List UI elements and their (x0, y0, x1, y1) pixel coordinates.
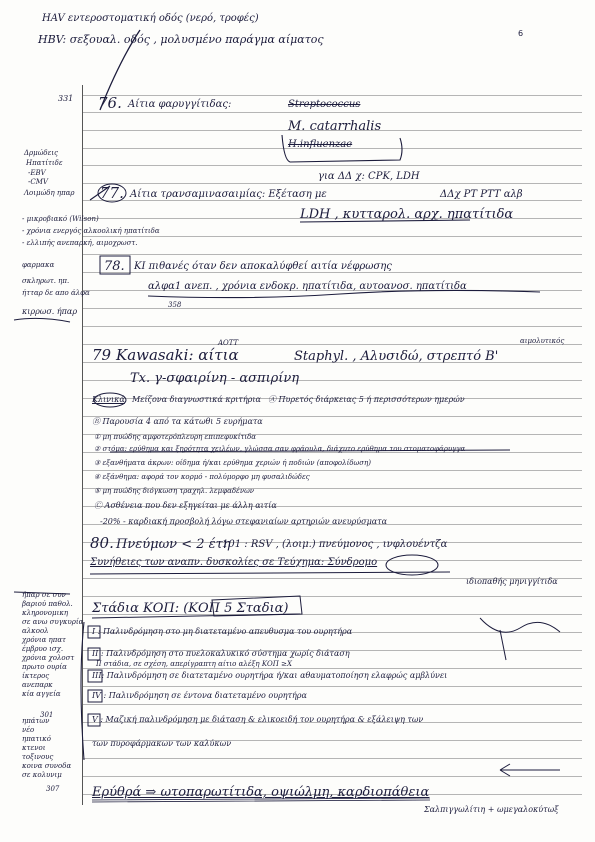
pen-circle (98, 184, 126, 202)
pen-stroke (14, 592, 70, 594)
section-80-number: 80. (90, 534, 114, 552)
section-79-criterion-a: Ⓐ Πυρετός διάρκειας 5 ή περισσότερων ημερών (268, 395, 465, 404)
margin-note: νέο (22, 726, 35, 734)
section-78-text: ΚΙ πιθανές όταν δεν αποκαλύφθεί αιτία νέφρωσης (134, 261, 392, 272)
margin-note: βαριού παθολ. (22, 600, 73, 608)
margin-note: ήπαρ σε συν (22, 591, 66, 599)
margin-note: έμβρυο ισχ. (22, 645, 64, 653)
section-79-sup: ΑΟΤΤ (218, 339, 239, 347)
stage-numeral-box (88, 626, 100, 638)
section-79-title: Kawasaki: αίτια (116, 346, 239, 364)
margin-note: κία αγγεία (22, 690, 61, 698)
margin-note: -EBV (28, 169, 46, 177)
section-79-tx: Tx. γ-σφαιρίνη - ασπιρίνη (130, 371, 300, 386)
margin-note: ήτταρ δε απο άλφα (22, 289, 90, 297)
section-79-sup-right: αιμολυτικός (520, 337, 565, 345)
stage-numeral-box (88, 714, 100, 726)
section-76-item: H.influenzae (288, 139, 353, 150)
pen-box (100, 256, 130, 274)
pen-brace (81, 622, 84, 760)
kidney-sketch (500, 630, 506, 660)
pen-underline (92, 614, 300, 618)
section-79-coronary: -20% - καρδιακή προσβολή λόγω στεφανιαίων αρτηριών ανευρύσματα (100, 517, 388, 526)
margin-number: 301 (40, 711, 54, 719)
stage-numeral-box (88, 690, 102, 702)
section-78-line2: αλφα1 ανεπ. , χρόνια ενδοκρ. ηπατίτιδα, αυτοανοσ. ηπατίτιδα (148, 281, 467, 292)
pen-strike (110, 450, 510, 452)
section-80-line3: ιδιοπαθής μηνιγγίτιδα (466, 577, 558, 586)
pen-box (282, 135, 402, 162)
section-77-extra: για ΔΔ χ: CPK, LDH (318, 171, 420, 182)
margin-note: -CMV (28, 178, 48, 186)
margin-note: χρόνια ηπατ (22, 636, 66, 644)
stage-item: ΙΙΙ: Παλινδρόμηση σε διατεταμένο ουρητήρα ή/και αθαυματοποίηση ελαφρώς αμβλύνει (92, 671, 448, 680)
section-77-title: Αίτια τρανσαμινασαιμίας: Εξέταση με (130, 189, 327, 200)
section-79-criterion-b: Ⓑ Παρουσία 4 από τα κάτωθι 5 ευρήματα (92, 417, 263, 426)
margin-note: ανεπαρκ (22, 681, 53, 689)
stages-title: Στάδια ΚΟΠ: (ΚΟΠ 5 Σταδια) (92, 601, 289, 616)
margin-note: σκληρωτ. ηπ. (22, 277, 70, 285)
margin-number: 331 (58, 94, 74, 103)
margin-note: κληρονομικη (22, 609, 69, 617)
margin-note: σε ανω συγκυρία (22, 618, 84, 626)
section-80-text: Πνεύμων < 2 έτη (116, 537, 231, 552)
section-76-number: 76. (98, 94, 122, 112)
section-79-subitem: ⑤ μη πυώδης διόγκωση τραχηλ. λεμφαδένων (94, 487, 255, 495)
stage-numeral-box (88, 670, 102, 682)
margin-note: - χρόνια ενεργός αλκοολική ηπατίτιδα (22, 227, 160, 235)
margin-note: Λοιμώδη ηπαρ (24, 189, 75, 197)
margin-note: κιρρωσ. ήπαρ (22, 307, 78, 316)
margin-note: κτενοι (22, 744, 46, 752)
kidney-sketch (480, 618, 560, 632)
margin-number: 307 (46, 785, 60, 793)
last-line-note: Σαλπιγγωλίτιη + ωμεγαλοκύτωξ (424, 805, 559, 814)
margin-note: σε κολυνιμ (22, 771, 62, 779)
pen-underline (92, 798, 430, 802)
stage-numeral-box (88, 648, 100, 660)
section-76-item: M. catarrhalis (288, 119, 382, 134)
margin-note: κοινα συνοδα (22, 762, 72, 770)
margin-note: ηπάτων (22, 717, 50, 725)
margin-note: Ηπατίτιδε (26, 159, 63, 167)
section-80-line2: Συνήθειες των αναπν. δυσκολίες σε Τεύχημα: Σύνδρομο (90, 557, 378, 568)
margin-note: - μικροβιακό (Wilson) (22, 215, 99, 223)
section-79-criteria-head: Κλινικά (92, 395, 125, 404)
pen-stroke (100, 30, 140, 110)
margin-note: Δρμώδεις (24, 149, 59, 157)
margin-note: ηπατικό (22, 735, 51, 743)
page-number: 6 (518, 29, 524, 38)
stage-item: ΙΙ : Παλινδρόμηση στο πυελοκαλυκικό σύστημα χωρίς διάταση (92, 649, 350, 658)
margin-note: φαρμακα (22, 261, 55, 269)
pen-underline (300, 220, 470, 222)
section-79-criteria: Μείζονα διαγνωστικά κριτήρια (132, 395, 261, 404)
arrow-icon (500, 764, 560, 776)
margin-note: χρόνια χολοστ (22, 654, 75, 662)
margin-note: τοξινους (22, 753, 54, 761)
stage-item: Ι : Παλινδρόμηση στο μη διατεταμένο απευθυσμα του ουρητήρα (92, 627, 353, 636)
pen-circle (94, 393, 126, 407)
section-79-line1: Staphyl. , Αλυσιδώ, στρεπτό Β' (294, 349, 499, 364)
hbv-note: HBV: σεξουαλ. οδός , μολυσμένο παράγμα αίματος (38, 33, 324, 46)
section-77-extra2: ΔΔχ PT PTT αλβ (440, 189, 523, 200)
margin-note: ίκτερος (22, 672, 50, 680)
pen-box (212, 596, 302, 616)
pen-underline (148, 290, 540, 297)
last-line-text: Ερύθρά ⇒ ωτοπαρωτίτιδα, οψιώλμη, καρδιοπάθεια (92, 785, 430, 800)
section-78-number: 78. (104, 259, 125, 274)
section-76-item: Streptococcus (288, 99, 361, 110)
margin-number: 358 (168, 301, 182, 309)
margin-note: - ελλιπής ανεπαρκή, αιμοχρωστ. (22, 239, 138, 247)
section-80-rest: 101 : RSV , (λοιμ.) πνεύμονος , ινφλουέντζα (222, 539, 448, 550)
margin-note: αλκοολ (22, 627, 49, 635)
section-79-exclusion: Ⓒ Ασθένεια που δεν εξηγείται με άλλη αιτία (94, 501, 277, 510)
section-79-subitem: ③ εξανθήματα άκρων: οίδημα ή/και ερύθημα χεριών ή ποδιών (αποφολίδωση) (94, 459, 371, 467)
margin-note: πρωτο ουρία (22, 663, 67, 671)
section-76-title: Αίτια φαρυγγίτιδας: (128, 99, 232, 110)
section-79-number: 79 (92, 346, 112, 364)
hav-note: HAV εντεροστοματική οδός (νερό, τροφές) (42, 13, 259, 24)
stage-note: ΙΙ στάδια, σε σχέση, απερίγραπτη αίτιο αλέξη ΚΟΠ ≥X (96, 660, 292, 668)
stage-item: V : Μαζική παλινδρόμηση με διάταση & ελικοειδή τον ουρητήρα & εξάλειψη των (92, 715, 424, 724)
section-79-subitem: ① μη πυώδης αμφοτερόπλευρη επιπεφυκίτιδα (94, 433, 257, 441)
section-79-subitem: ② στόμα: ερύθημα και ξηρότητα χειλέων, γλώσσα σαν φράουλα, διάχυτο ερύθημα του στοματοφάρυγγα (94, 445, 466, 453)
pen-stroke (14, 318, 70, 322)
stage-item: των πυροφάρμακων των καλύκων (92, 739, 232, 748)
section-77-line2: LDH , κυτταρολ. αρχ. ηπατίτιδα (300, 207, 514, 222)
section-79-subitem: ④ εξάνθημα: αφορά τον κορμό - πολύμορφο μη φυσαλιδώδες (94, 473, 310, 481)
stage-item: IV : Παλινδρόμηση σε έντονα διατεταμένο ουρητήρα (92, 691, 307, 700)
section-77-number: 77. (100, 184, 124, 202)
